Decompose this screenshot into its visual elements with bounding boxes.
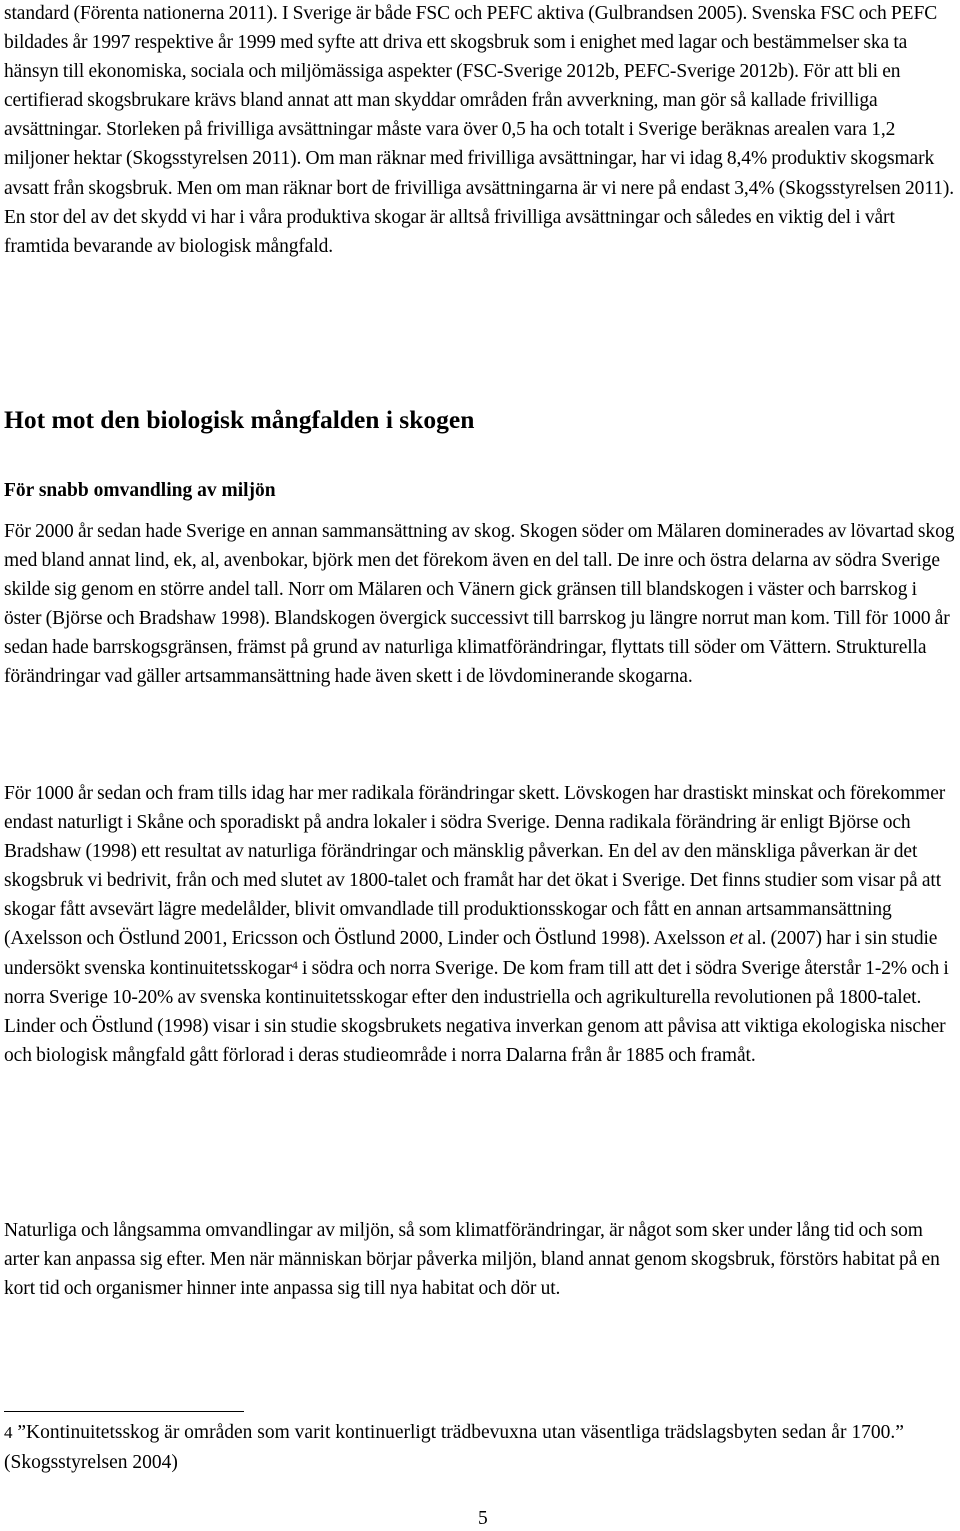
subsection-heading: För snabb omvandling av miljön — [4, 480, 276, 501]
section-heading: Hot mot den biologisk mångfalden i skogen — [4, 405, 475, 434]
paragraph-radical-changes-part-a: För 1000 år sedan och fram tills idag har mer radikala förändringar skett. Lövskogen har drastiskt minskat och förekommer endast naturligt i Skåne och sporadiskt på andra lokaler i södra Sverige. Denna radikala förändring är enligt Björse och Bradshaw (1998) ett resultat av naturliga förändringar och mänsklig påverkan. En del av den mänskliga påverkan är det skogsbruk vi bedrivit, från och med slutet av 1800-talet och framåt har det ökat i Sverige. Det finns studier som visar på att skogar fått avsevärt lägre medelålder, blivit omvandlade till produktionsskogar och fått en annan artsammansättning (Axelsson och Östlund 2001, Ericsson och Östlund 2000, Linder och Östlund 1998). Axelsson — [4, 783, 946, 950]
page-number: 5 — [478, 1508, 488, 1529]
paragraph-certification-text: standard (Förenta nationerna 2011). I Sverige är både FSC och PEFC aktiva (Gulbrandsen 2005). Svenska FSC och PEFC bildades år 1997 respektive år 1999 med syfte att driva ett skogsbruk som i enighet med lagar och bestämmelser ska ta hänsyn till ekonomiska, sociala och miljömässiga aspekter (FSC-Sverige 2012b, PEFC-Sverige 2012b). För att bli en certifierad skogsbrukare krävs bland annat att man skyddar områden från avverkning, man gör så kallade frivilliga avsättningar. Storleken på frivilliga avsättningar måste vara över 0,5 ha och totalt i Sverige beräknas arealen vara 1,2 miljoner hektar (Skogsstyrelsen 2011). Om man räknar med frivilliga avsättningar, har vi idag 8,4% produktiv skogsmark avsatt från skogsbruk. Men om man räknar bort de frivilliga avsättningarna är vi nere på endast 3,4% (Skogsstyrelsen 2011). En stor del av det skydd vi har i våra produktiva skogar är alltså frivilliga avsättningar och således en viktig del i vårt framtida bevarande av biologisk mångfald. — [4, 3, 955, 257]
footnote — [4, 1418, 956, 1477]
paragraph-radical-changes-part-c: i södra och norra Sverige. De kom fram till att det i södra Sverige återstår 1-2% och i norra Sverige 10-20% av svenska kontinuitetsskogar efter den industriella och agrikulturella revolutionen på 1800-talet. Linder och Östlund (1998) visar i sin studie skogsbrukets negativa inverkan genom att påvisa att viktiga ekologiska nischer och biologisk mångfald gått förlorad i deras studieområde i norra Dalarna från år 1885 och framåt. — [4, 957, 949, 1066]
footnote-divider — [4, 1411, 244, 1412]
paragraph-radical-changes-part-b: al. (2007) har i sin studie undersökt svenska kontinuitetsskogar — [4, 928, 938, 979]
paragraph-radical-changes — [4, 779, 956, 1070]
paragraph-historical-forest: För 2000 år sedan hade Sverige en annan sammansättning av skog. Skogen söder om Mälaren dominerades av lövartad skog med bland annat lind, ek, al, avenbokar, björk men det förekom även en del tall. De inre och östra delarna av södra Sverige skilde sig genom en större andel tall. Norr om Mälaren och Vänern gick gränsen till blandskogen i väster och barrskog i öster (Björse och Bradshaw 1998). Blandskogen övergick successivt till barrskog ju längre norrut man kom. Till för 1000 år sedan hade barrskogsgränsen, främst på grund av naturliga klimatförändringar, flyttats till söder om Vättern. Strukturella förändringar vad gäller artsammansättning hade även skett i de lövdominerande skogarna. — [4, 521, 955, 688]
footnote-text: ”Kontinuitetsskog är områden som varit kontinuerligt trädbevuxna utan väsentliga trädslagsbyten sedan år 1700.” (Skogsstyrelsen 2004) — [4, 1422, 904, 1473]
paragraph-certification — [4, 0, 956, 261]
paragraph-natural-changes: Naturliga och långsamma omvandlingar av miljön, så som klimatförändringar, är något som sker under lång tid och som arter kan anpassa sig efter. Men när människan börjar påverka miljön, bland annat genom skogsbruk, förstörs habitat på en kort tid och organismer hinner inte anpassa sig till nya habitat och dör ut. — [4, 1220, 940, 1300]
footnote-number: 4 — [4, 1423, 13, 1442]
footnote-reference[interactable]: 4 — [291, 957, 298, 972]
italic-et: et — [729, 928, 744, 950]
